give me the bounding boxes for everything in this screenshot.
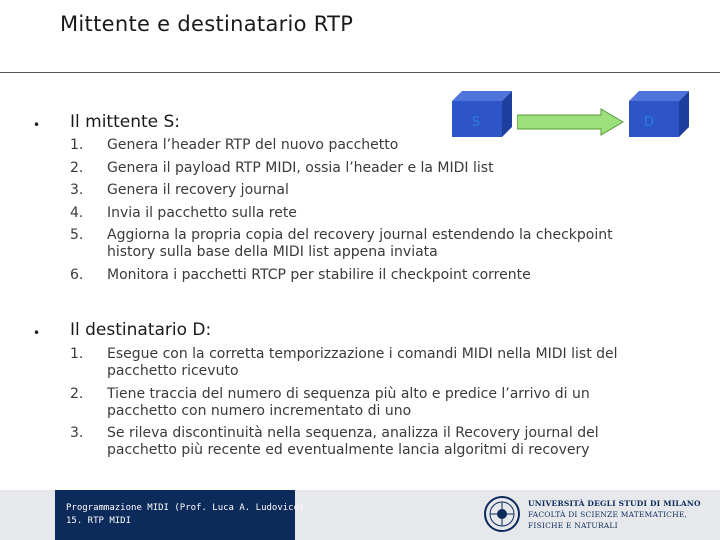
title-divider	[0, 72, 720, 73]
faculty-name-line2: FISICHE E NATURALI	[528, 521, 618, 530]
sender-step-4	[70, 205, 637, 222]
step-number: 6.	[70, 266, 84, 283]
step-number: 1.	[70, 346, 84, 362]
receiver-cube	[625, 87, 693, 139]
sender-step-5	[70, 227, 637, 261]
footer-lecture-title: 15. RTP MIDI	[66, 516, 132, 526]
step-text: Genera il payload RTP MIDI, ossia l’header e la MIDI list	[107, 159, 494, 176]
sender-cube-label: S	[472, 115, 481, 130]
step-text: Aggiorna la propria copia del recovery journal estendendo la checkpoint history sulla base della MIDI list appena inviata	[107, 227, 613, 260]
step-text: Se rileva discontinuità nella sequenza, analizza il Recovery journal del pacchetto più recente ed eventualmente lancia algoritmi di recovery	[107, 425, 599, 458]
sender-step-3	[70, 182, 637, 199]
step-text: Genera l’header RTP del nuovo pacchetto	[107, 137, 399, 153]
step-number: 2.	[70, 159, 84, 176]
university-seal-icon	[483, 495, 521, 533]
sender-cube	[448, 87, 516, 139]
sender-step-2	[70, 160, 637, 177]
faculty-name-line1: FACOLTÀ DI SCIENZE MATEMATICHE,	[528, 510, 688, 519]
transmission-arrow	[517, 108, 625, 138]
sender-heading: Il mittente S:	[70, 112, 181, 132]
step-text: Esegue con la corretta temporizzazione i comandi MIDI nella MIDI list del pacchetto ricevuto	[107, 346, 618, 379]
footer-course-title: Programmazione MIDI (Prof. Luca A. Ludovico)	[66, 503, 305, 513]
step-number: 3.	[70, 425, 84, 441]
step-number: 1.	[70, 137, 84, 153]
step-text: Tiene traccia del numero di sequenza più alto e predice l’arrivo di un pacchetto con numero incrementato di uno	[107, 385, 590, 419]
receiver-step-2	[70, 386, 637, 420]
receiver-step-3	[70, 425, 637, 459]
step-text: Monitora i pacchetti RTCP per stabilire il checkpoint corrente	[107, 266, 531, 283]
receiver-heading: Il destinatario D:	[70, 320, 212, 340]
receiver-cube-label: D	[644, 115, 655, 130]
footer-course-panel	[55, 490, 295, 540]
sender-step-6	[70, 267, 637, 284]
sender-bullet: •	[33, 118, 41, 132]
step-number: 2.	[70, 385, 84, 402]
sender-steps-list	[70, 137, 637, 289]
sender-step-1	[70, 137, 637, 154]
step-number: 4.	[70, 204, 84, 221]
receiver-step-1	[70, 346, 637, 380]
university-name: UNIVERSITÀ DEGLI STUDI DI MILANO	[528, 499, 701, 508]
page-title: Mittente e destinatario RTP	[60, 12, 354, 36]
receiver-steps-list	[70, 346, 637, 465]
step-number: 5.	[70, 227, 84, 243]
step-text: Invia il pacchetto sulla rete	[107, 204, 297, 221]
step-number: 3.	[70, 182, 84, 198]
step-text: Genera il recovery journal	[107, 182, 289, 198]
receiver-bullet: •	[33, 326, 41, 340]
